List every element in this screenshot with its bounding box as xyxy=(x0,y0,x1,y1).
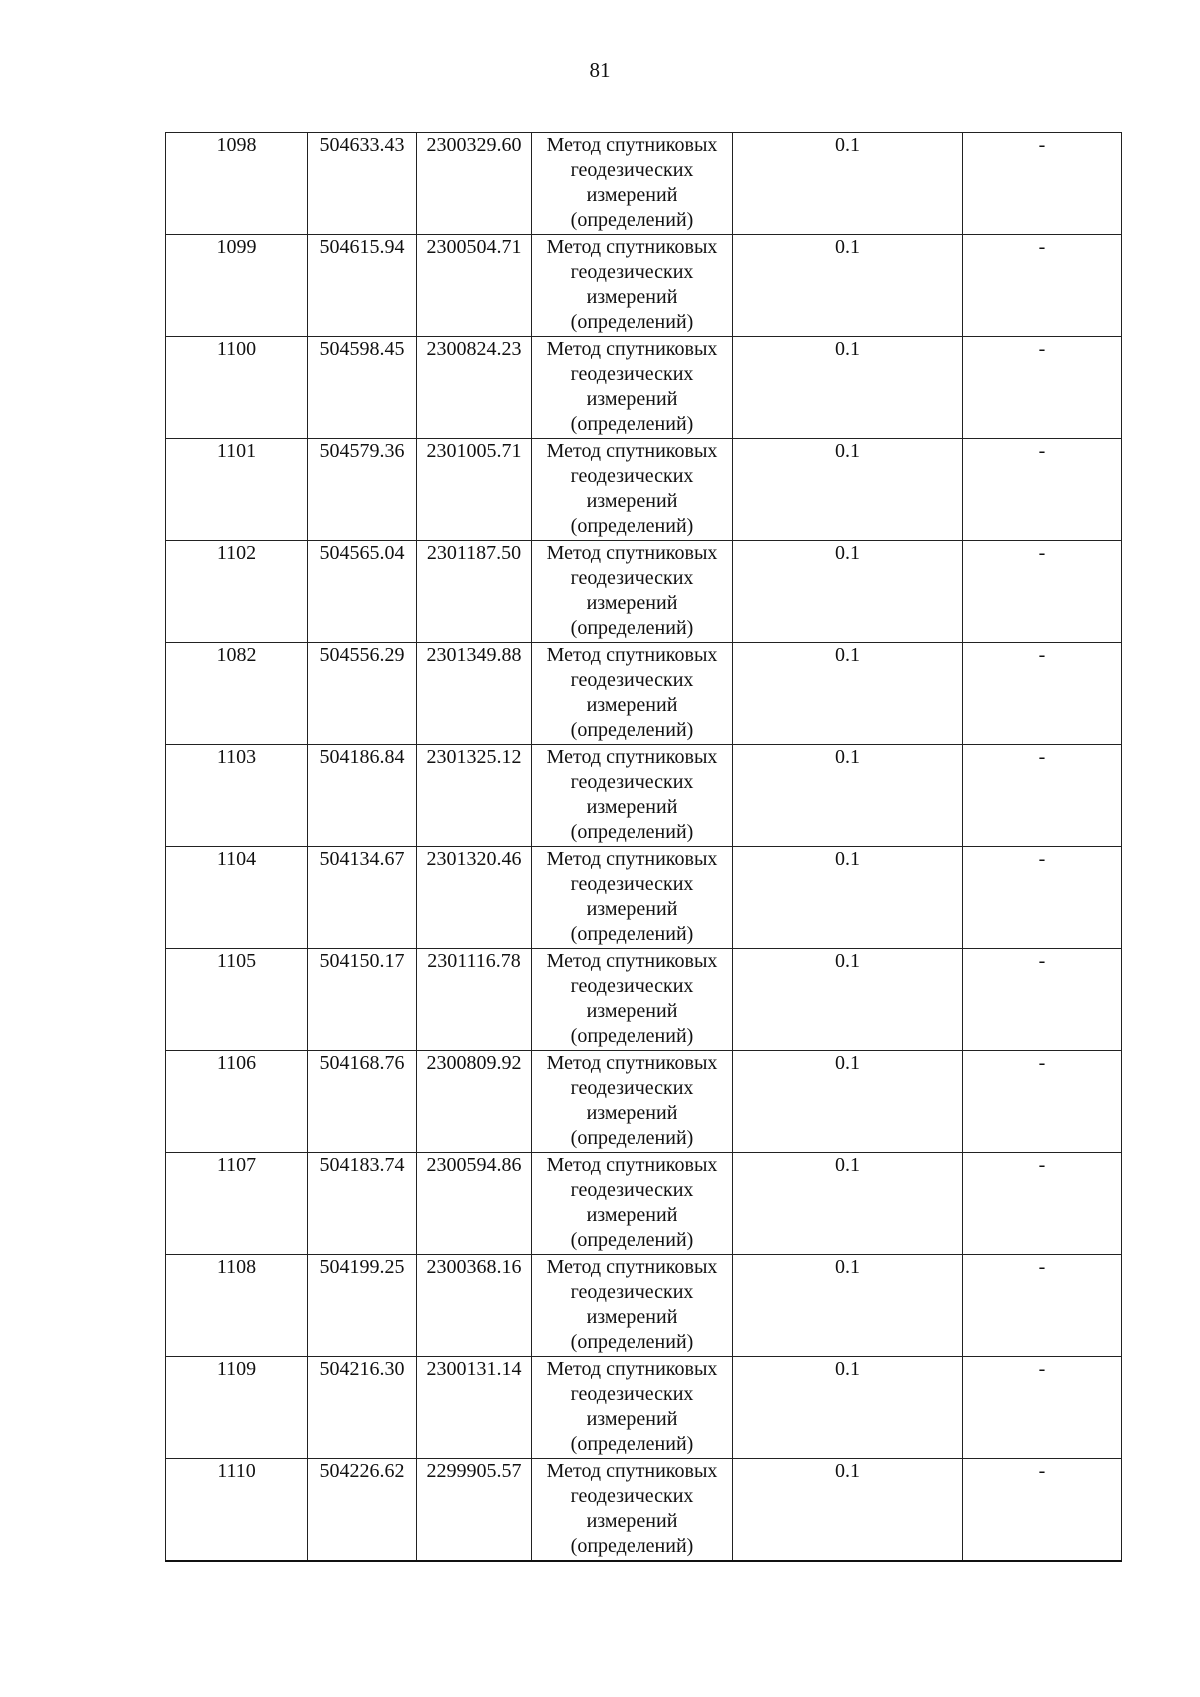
note-cell: - xyxy=(963,949,1122,1051)
point-number-cell: 1100 xyxy=(166,337,308,439)
point-number-cell: 1103 xyxy=(166,745,308,847)
point-number-cell: 1108 xyxy=(166,1255,308,1357)
note-cell: - xyxy=(963,847,1122,949)
table-row xyxy=(166,1153,1122,1255)
coordinates-table xyxy=(165,132,1122,1562)
note-cell: - xyxy=(963,1459,1122,1561)
method-cell: Метод спутниковых геодезических измерений (определений) xyxy=(532,847,733,949)
point-number-cell: 1109 xyxy=(166,1357,308,1459)
method-cell: Метод спутниковых геодезических измерений (определений) xyxy=(532,1459,733,1561)
y-coordinate-cell: 2300329.60 xyxy=(417,133,532,235)
point-number-cell: 1101 xyxy=(166,439,308,541)
note-cell: - xyxy=(963,643,1122,745)
table-row xyxy=(166,643,1122,745)
table-row xyxy=(166,541,1122,643)
note-cell: - xyxy=(963,235,1122,337)
table-row xyxy=(166,745,1122,847)
y-coordinate-cell: 2301320.46 xyxy=(417,847,532,949)
y-coordinate-cell: 2300504.71 xyxy=(417,235,532,337)
y-coordinate-cell: 2301349.88 xyxy=(417,643,532,745)
y-coordinate-cell: 2301325.12 xyxy=(417,745,532,847)
method-cell: Метод спутниковых геодезических измерений (определений) xyxy=(532,1255,733,1357)
y-coordinate-cell: 2300131.14 xyxy=(417,1357,532,1459)
x-coordinate-cell: 504615.94 xyxy=(308,235,417,337)
y-coordinate-cell: 2301187.50 xyxy=(417,541,532,643)
point-number-cell: 1107 xyxy=(166,1153,308,1255)
table-row xyxy=(166,1051,1122,1153)
point-number-cell: 1099 xyxy=(166,235,308,337)
y-coordinate-cell: 2299905.57 xyxy=(417,1459,532,1561)
page-number: 81 xyxy=(589,58,611,82)
accuracy-cell: 0.1 xyxy=(733,745,963,847)
method-cell: Метод спутниковых геодезических измерений (определений) xyxy=(532,235,733,337)
x-coordinate-cell: 504598.45 xyxy=(308,337,417,439)
accuracy-cell: 0.1 xyxy=(733,235,963,337)
x-coordinate-cell: 504579.36 xyxy=(308,439,417,541)
accuracy-cell: 0.1 xyxy=(733,133,963,235)
accuracy-cell: 0.1 xyxy=(733,643,963,745)
method-cell: Метод спутниковых геодезических измерений (определений) xyxy=(532,337,733,439)
note-cell: - xyxy=(963,337,1122,439)
table-row xyxy=(166,1459,1122,1561)
accuracy-cell: 0.1 xyxy=(733,337,963,439)
accuracy-cell: 0.1 xyxy=(733,1051,963,1153)
accuracy-cell: 0.1 xyxy=(733,541,963,643)
method-cell: Метод спутниковых геодезических измерений (определений) xyxy=(532,1051,733,1153)
method-cell: Метод спутниковых геодезических измерений (определений) xyxy=(532,439,733,541)
coordinates-table-body xyxy=(166,133,1122,1561)
y-coordinate-cell: 2301005.71 xyxy=(417,439,532,541)
note-cell: - xyxy=(963,745,1122,847)
x-coordinate-cell: 504150.17 xyxy=(308,949,417,1051)
note-cell: - xyxy=(963,1153,1122,1255)
table-row xyxy=(166,949,1122,1051)
accuracy-cell: 0.1 xyxy=(733,1459,963,1561)
accuracy-cell: 0.1 xyxy=(733,949,963,1051)
point-number-cell: 1098 xyxy=(166,133,308,235)
x-coordinate-cell: 504134.67 xyxy=(308,847,417,949)
y-coordinate-cell: 2301116.78 xyxy=(417,949,532,1051)
note-cell: - xyxy=(963,1255,1122,1357)
accuracy-cell: 0.1 xyxy=(733,847,963,949)
x-coordinate-cell: 504183.74 xyxy=(308,1153,417,1255)
note-cell: - xyxy=(963,1357,1122,1459)
accuracy-cell: 0.1 xyxy=(733,1255,963,1357)
note-cell: - xyxy=(963,541,1122,643)
method-cell: Метод спутниковых геодезических измерений (определений) xyxy=(532,1153,733,1255)
point-number-cell: 1110 xyxy=(166,1459,308,1561)
point-number-cell: 1105 xyxy=(166,949,308,1051)
method-cell: Метод спутниковых геодезических измерений (определений) xyxy=(532,1357,733,1459)
note-cell: - xyxy=(963,133,1122,235)
point-number-cell: 1104 xyxy=(166,847,308,949)
table-row xyxy=(166,847,1122,949)
method-cell: Метод спутниковых геодезических измерений (определений) xyxy=(532,643,733,745)
x-coordinate-cell: 504565.04 xyxy=(308,541,417,643)
method-cell: Метод спутниковых геодезических измерений (определений) xyxy=(532,133,733,235)
table-row xyxy=(166,133,1122,235)
x-coordinate-cell: 504226.62 xyxy=(308,1459,417,1561)
x-coordinate-cell: 504216.30 xyxy=(308,1357,417,1459)
method-cell: Метод спутниковых геодезических измерений (определений) xyxy=(532,745,733,847)
y-coordinate-cell: 2300809.92 xyxy=(417,1051,532,1153)
table-row xyxy=(166,439,1122,541)
accuracy-cell: 0.1 xyxy=(733,1153,963,1255)
x-coordinate-cell: 504168.76 xyxy=(308,1051,417,1153)
method-cell: Метод спутниковых геодезических измерений (определений) xyxy=(532,949,733,1051)
table-row xyxy=(166,1255,1122,1357)
x-coordinate-cell: 504556.29 xyxy=(308,643,417,745)
x-coordinate-cell: 504633.43 xyxy=(308,133,417,235)
y-coordinate-cell: 2300368.16 xyxy=(417,1255,532,1357)
point-number-cell: 1082 xyxy=(166,643,308,745)
y-coordinate-cell: 2300594.86 xyxy=(417,1153,532,1255)
accuracy-cell: 0.1 xyxy=(733,439,963,541)
point-number-cell: 1102 xyxy=(166,541,308,643)
note-cell: - xyxy=(963,1051,1122,1153)
method-cell: Метод спутниковых геодезических измерений (определений) xyxy=(532,541,733,643)
table-row xyxy=(166,1357,1122,1459)
note-cell: - xyxy=(963,439,1122,541)
accuracy-cell: 0.1 xyxy=(733,1357,963,1459)
table-row xyxy=(166,235,1122,337)
point-number-cell: 1106 xyxy=(166,1051,308,1153)
x-coordinate-cell: 504186.84 xyxy=(308,745,417,847)
table-row xyxy=(166,337,1122,439)
x-coordinate-cell: 504199.25 xyxy=(308,1255,417,1357)
y-coordinate-cell: 2300824.23 xyxy=(417,337,532,439)
